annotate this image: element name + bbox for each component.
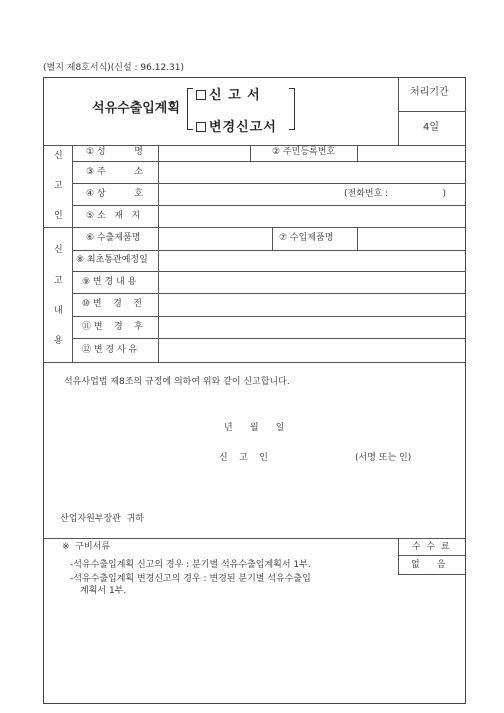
reason-label: ⑫ 변 경 사 유 [82, 345, 138, 355]
applicant-label-2: 고 [54, 181, 63, 191]
content-label-1: 신 [54, 245, 63, 255]
name-label: ① 성 명 [86, 147, 143, 157]
option-report[interactable]: 신 고 서 [196, 84, 261, 103]
content-label-2: 고 [54, 276, 63, 286]
fee-value: 없 음 [411, 560, 446, 570]
option-change-report[interactable]: 변경신고서 [196, 116, 277, 135]
change-report-checkbox[interactable] [196, 122, 206, 132]
applicant-label-3: 인 [54, 211, 63, 221]
signature-label: (서명 또는 인) [355, 453, 412, 463]
report-checkbox[interactable] [196, 90, 206, 100]
company-label: ④ 상 호 [86, 189, 143, 199]
addressee: 산업자원부장관 귀하 [60, 514, 144, 524]
content-label-3: 내 [54, 306, 63, 316]
declaration-date: 년 월 일 [224, 423, 285, 433]
rrn-label: ② 주민등록번호 [272, 147, 336, 157]
after-label: ⑪ 변 경 후 [82, 322, 143, 332]
before-label: ⑩ 변 경 전 [82, 299, 142, 309]
doc-item-1: -석유수출입계획 신고의 경우 : 분기별 석유수출입계획서 1부. [70, 560, 311, 570]
title-bottom-line [43, 145, 466, 146]
fee-label: 수 수 료 [412, 542, 450, 552]
processing-label: 처리기간 [410, 87, 449, 98]
docs-title: ※ 구비서류 [62, 542, 111, 552]
processing-divider [398, 111, 466, 112]
processing-value: 4일 [423, 122, 440, 133]
address-label: ③ 주 소 [86, 167, 143, 177]
change-content-label: ⑨ 변 경 내 용 [82, 277, 137, 287]
declaration-statement: 석유사업법 제8조의 규정에 의하여 위와 같이 신고합니다. [64, 377, 290, 387]
location-label: ⑤ 소 재 지 [86, 211, 141, 221]
doc-item-2-cont: 계획서 1부. [80, 586, 127, 596]
content-label-4: 용 [54, 336, 63, 346]
right-bracket [289, 88, 295, 130]
import-item-label: ⑦ 수입제품명 [279, 233, 334, 243]
export-item-label: ⑥ 수출제품명 [86, 233, 141, 243]
form-title: 석유수출입계획 [92, 101, 180, 116]
declarant-label: 신 고 인 [219, 453, 268, 463]
doc-item-2: -석유수출입계획 변경신고의 경우 : 변경된 분기별 석유수출입 [70, 574, 311, 584]
left-bracket [187, 88, 193, 130]
applicant-label-1: 신 [54, 151, 63, 161]
form-header-note: (별지 제8호서식)(신설 : 96.12.31) [43, 63, 185, 73]
phone-label: (전화번호 : ) [344, 189, 447, 199]
customs-date-label: ⑧ 최초통관예정일 [76, 255, 148, 265]
